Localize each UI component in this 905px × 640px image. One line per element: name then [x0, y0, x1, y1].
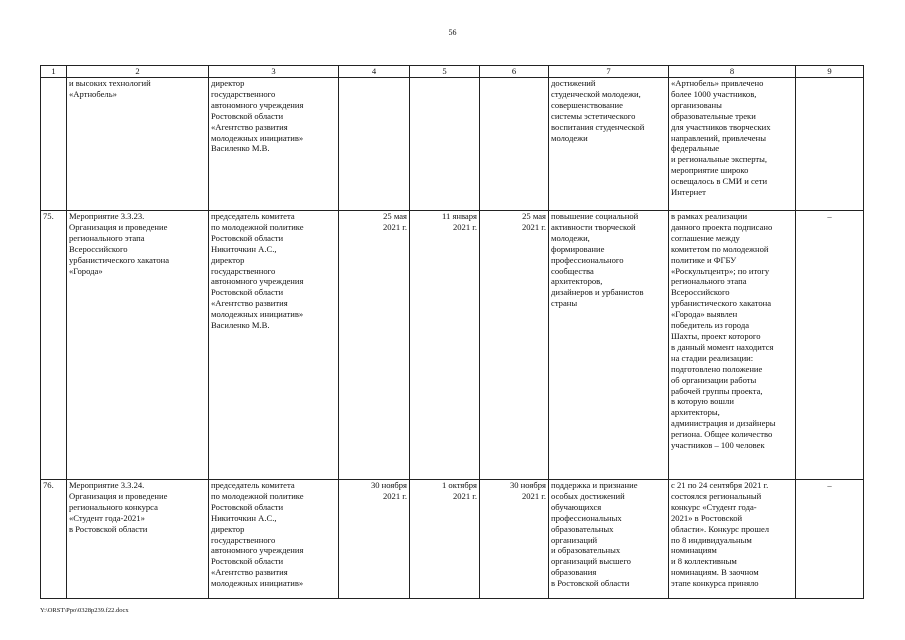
column-number: 1 [41, 66, 67, 78]
date-end [480, 78, 549, 211]
date-plan: 30 ноября 2021 г. [339, 480, 410, 599]
event-name: Мероприятие 3.3.23. Организация и проведение регионального этапа Всероссийского урбанистического хакатона «Города» [67, 211, 209, 480]
date-start [410, 78, 480, 211]
date-start: 11 января 2021 г. [410, 211, 480, 480]
column-number-row [41, 66, 864, 78]
actual-result: в рамках реализации данного проекта подписано соглашение между комитетом по молодежной политике и ФГБУ «Роскультцентр»; по итогу регионального этапа Всероссийского урбанистического хакатона «Города» выявлен победитель из города Шахты, проект которого в данный момент находится на стадии реализации: подготовлено положение об организации работы рабочей группы проекта, в которую вошли архитекторы, администрация и дизайнеры региона. Общее количество участников – 100 человек [669, 211, 796, 480]
column-number: 5 [410, 66, 480, 78]
column-number: 8 [669, 66, 796, 78]
date-plan [339, 78, 410, 211]
note: – [796, 211, 864, 480]
expected-result: повышение социальной активности творческой молодежи, формирование профессионального сообщества архитекторов, дизайнеров и урбанистов страны [549, 211, 669, 480]
event-name: Мероприятие 3.3.24. Организация и проведение регионального конкурса «Студент года-2021» в Ростовской области [67, 480, 209, 599]
date-start: 1 октября 2021 г. [410, 480, 480, 599]
actual-result: с 21 по 24 сентября 2021 г. состоялся региональный конкурс «Студент года- 2021» в Ростовской области». Конкурс прошел по 8 индивидуальным номинациям и 8 коллективным номинациям. В заочном этапе конкурса приняло [669, 480, 796, 599]
column-number: 6 [480, 66, 549, 78]
date-end: 30 ноября 2021 г. [480, 480, 549, 599]
note [796, 78, 864, 211]
expected-result: достижений студенческой молодежи, совершенствование системы эстетического воспитания студенческой молодежи [549, 78, 669, 211]
column-number: 7 [549, 66, 669, 78]
table-row [41, 211, 864, 480]
date-end: 25 мая 2021 г. [480, 211, 549, 480]
executor: председатель комитета по молодежной политике Ростовской области Никиточкин А.С., директор государственного автономного учреждения Ростовской области «Агентство развития молодежных инициатив» [209, 480, 339, 599]
executor: директор государственного автономного учреждения Ростовской области «Агентство развития молодежных инициатив» Василенко М.В. [209, 78, 339, 211]
row-number: 76. [41, 480, 67, 599]
event-name: и высоких технологий «Артнобель» [67, 78, 209, 211]
actual-result: «Артнобель» привлечено более 1000 участников, организованы образовательные треки для участников творческих направлений, привлечены федеральные и региональные эксперты, мероприятие широко освещалось в СМИ и сети Интернет [669, 78, 796, 211]
row-number: 75. [41, 211, 67, 480]
executor: председатель комитета по молодежной политике Ростовской области Никиточкин А.С., директор государственного автономного учреждения Ростовской области «Агентство развития молодежных инициатив» Василенко М.В. [209, 211, 339, 480]
column-number: 3 [209, 66, 339, 78]
table-row [41, 480, 864, 599]
expected-result: поддержка и признание особых достижений обучающихся профессиональных образовательных организаций и образовательных организаций высшего образования в Ростовской области [549, 480, 669, 599]
column-number: 2 [67, 66, 209, 78]
column-number: 9 [796, 66, 864, 78]
page-number: 56 [448, 28, 457, 37]
note: – [796, 480, 864, 599]
report-table [40, 65, 864, 599]
column-number: 4 [339, 66, 410, 78]
table-row [41, 78, 864, 211]
date-plan: 25 мая 2021 г. [339, 211, 410, 480]
file-path-footer: Y:\ORST\Ppo\0328p239.f22.docx [40, 607, 129, 614]
row-number [41, 78, 67, 211]
